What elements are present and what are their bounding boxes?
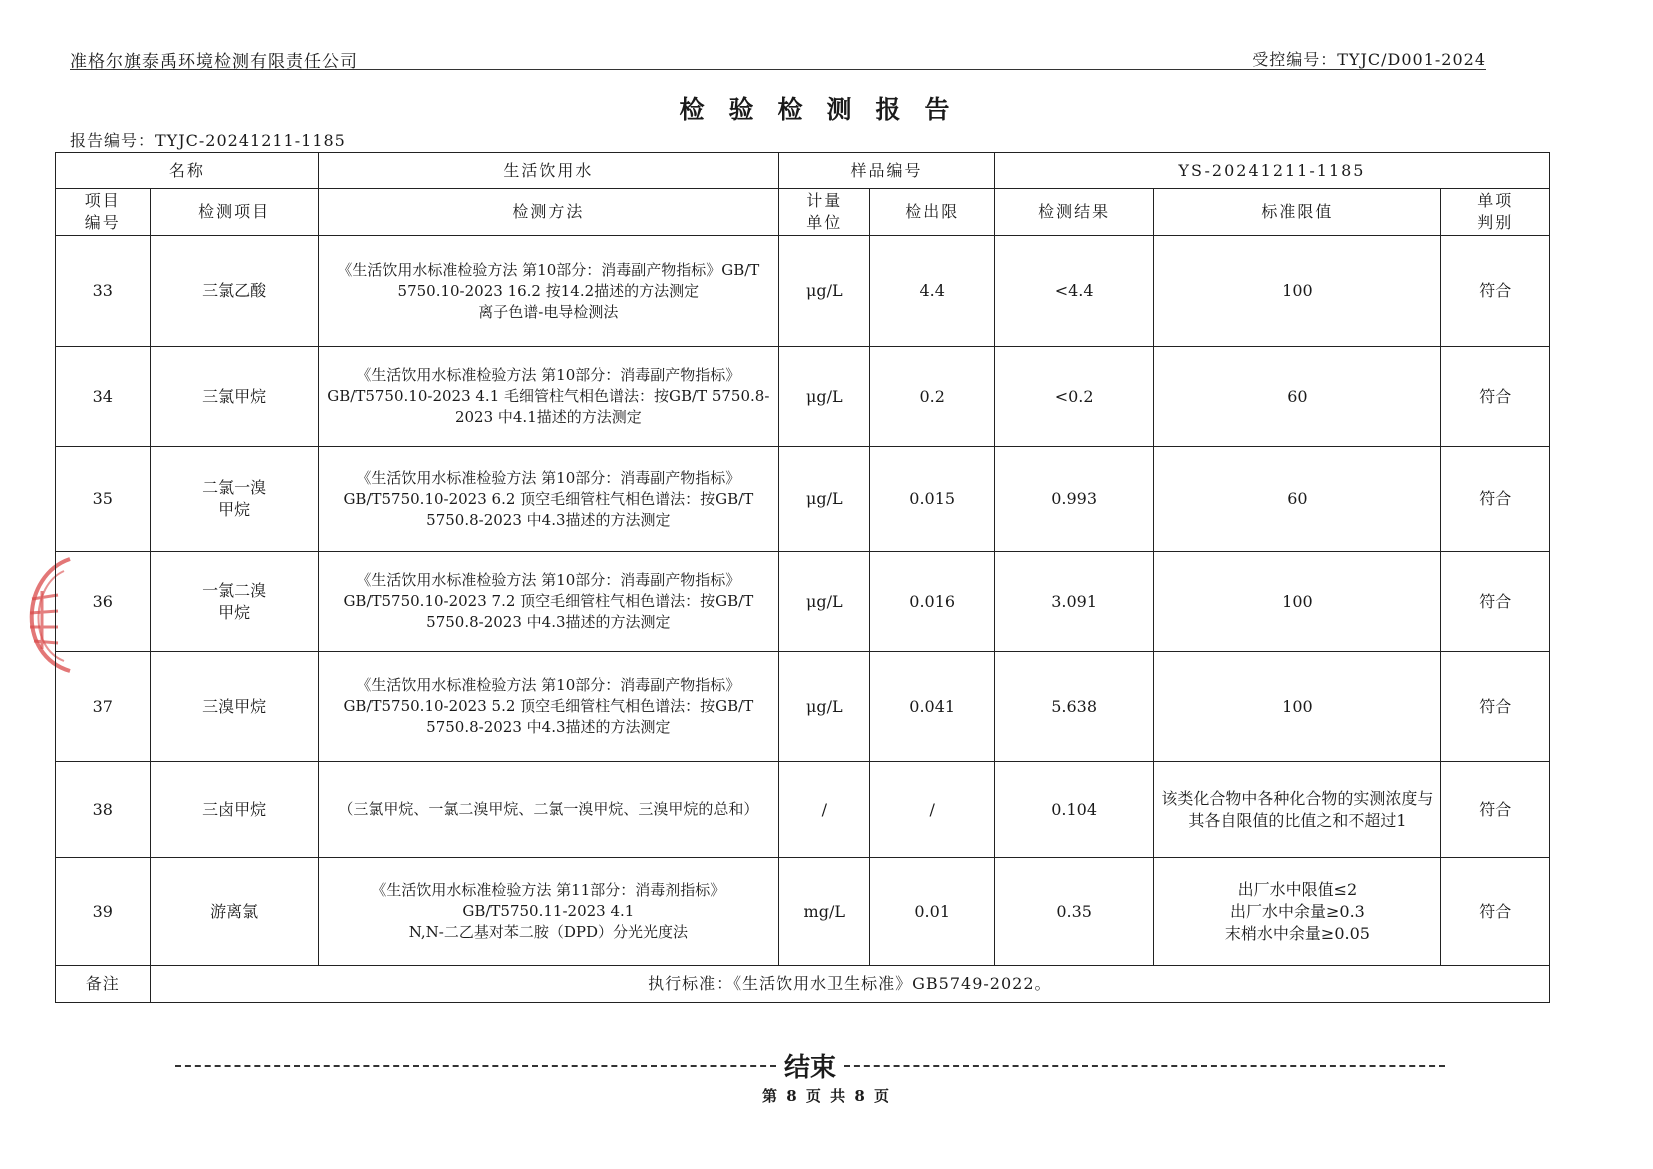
row-judge: 符合 xyxy=(1441,858,1550,966)
sample-info-row xyxy=(56,153,1550,189)
row-item-name: 游离氯 xyxy=(150,858,318,966)
row-item-no: 36 xyxy=(56,552,151,652)
row-method: 《生活饮用水标准检验方法 第10部分：消毒副产物指标》GB/T5750.10-2023 7.2 顶空毛细管柱气相色谱法：按GB/T 5750.8-2023 中4.3描述的方法测定 xyxy=(318,552,778,652)
row-standard: 100 xyxy=(1154,652,1441,762)
end-marker xyxy=(175,1047,1445,1084)
row-unit: μg/L xyxy=(779,236,870,347)
table-row xyxy=(56,447,1550,552)
row-item-no: 38 xyxy=(56,762,151,858)
row-limit: 0.2 xyxy=(870,347,994,447)
row-limit: 0.041 xyxy=(870,652,994,762)
row-item-no: 37 xyxy=(56,652,151,762)
row-limit: / xyxy=(870,762,994,858)
row-item-no: 39 xyxy=(56,858,151,966)
table-row xyxy=(56,762,1550,858)
row-method: 《生活饮用水标准检验方法 第10部分：消毒副产物指标》GB/T5750.10-2023 4.1 毛细管柱气相色谱法：按GB/T 5750.8-2023 中4.1描述的方法测定 xyxy=(318,347,778,447)
table-row xyxy=(56,858,1550,966)
sample-id-label: 样品编号 xyxy=(779,153,995,189)
report-title: 检验检测报告 xyxy=(679,95,974,124)
row-method: 《生活饮用水标准检验方法 第11部分：消毒剂指标》 GB/T5750.11-2023 4.1 N,N-二乙基对苯二胺（DPD）分光光度法 xyxy=(318,858,778,966)
note-label: 备注 xyxy=(56,966,151,1003)
row-judge: 符合 xyxy=(1441,447,1550,552)
note-row xyxy=(56,966,1550,1003)
col-header-item: 检测项目 xyxy=(150,189,318,236)
row-unit: μg/L xyxy=(779,347,870,447)
row-method: 《生活饮用水标准检验方法 第10部分：消毒副产物指标》GB/T5750.10-2023 5.2 顶空毛细管柱气相色谱法：按GB/T 5750.8-2023 中4.3描述的方法测定 xyxy=(318,652,778,762)
col-header-result: 检测结果 xyxy=(994,189,1153,236)
row-method: 《生活饮用水标准检验方法 第10部分：消毒副产物指标》GB/T5750.10-2023 6.2 顶空毛细管柱气相色谱法：按GB/T 5750.8-2023 中4.3描述的方法测定 xyxy=(318,447,778,552)
header-divider xyxy=(70,69,1486,70)
col-header-unit: 计量 单位 xyxy=(779,189,870,236)
row-unit: μg/L xyxy=(779,447,870,552)
sample-name-label: 名称 xyxy=(56,153,319,189)
row-unit: / xyxy=(779,762,870,858)
row-limit: 4.4 xyxy=(870,236,994,347)
row-result: 0.104 xyxy=(994,762,1153,858)
table-row xyxy=(56,652,1550,762)
sample-name-value: 生活饮用水 xyxy=(318,153,778,189)
row-result: 0.35 xyxy=(994,858,1153,966)
row-item-name: 三卤甲烷 xyxy=(150,762,318,858)
col-header-item-no: 项目 编号 xyxy=(56,189,151,236)
table-row xyxy=(56,347,1550,447)
row-standard: 60 xyxy=(1154,447,1441,552)
row-item-name: 三氯甲烷 xyxy=(150,347,318,447)
end-text: 结束 xyxy=(784,1053,837,1083)
company-name: 准格尔旗泰禹环境检测有限责任公司 xyxy=(70,52,358,72)
row-judge: 符合 xyxy=(1441,652,1550,762)
col-header-judge: 单项 判别 xyxy=(1441,189,1550,236)
column-header-row xyxy=(56,189,1550,236)
row-item-name: 三溴甲烷 xyxy=(150,652,318,762)
row-result: 5.638 xyxy=(994,652,1153,762)
table-row xyxy=(56,236,1550,347)
row-item-no: 35 xyxy=(56,447,151,552)
col-header-method: 检测方法 xyxy=(318,189,778,236)
row-method: 《生活饮用水标准检验方法 第10部分：消毒副产物指标》GB/T 5750.10-2023 16.2 按14.2描述的方法测定 离子色谱-电导检测法 xyxy=(318,236,778,347)
note-text: 执行标准：《生活饮用水卫生标准》GB5749-2022。 xyxy=(150,966,1549,1003)
table-row xyxy=(56,552,1550,652)
row-result: <0.2 xyxy=(994,347,1153,447)
row-judge: 符合 xyxy=(1441,236,1550,347)
row-result: 3.091 xyxy=(994,552,1153,652)
row-unit: μg/L xyxy=(779,552,870,652)
sample-id-value: YS-20241211-1185 xyxy=(994,153,1549,189)
row-standard: 60 xyxy=(1154,347,1441,447)
report-number: 报告编号：TYJC-20241211-1185 xyxy=(70,131,346,150)
row-limit: 0.015 xyxy=(870,447,994,552)
control-number: 受控编号：TYJC/D001-2024 xyxy=(1252,50,1486,69)
row-judge: 符合 xyxy=(1441,552,1550,652)
row-item-name: 一氯二溴 甲烷 xyxy=(150,552,318,652)
report-table xyxy=(55,152,1550,1003)
row-result: <4.4 xyxy=(994,236,1153,347)
row-item-no: 34 xyxy=(56,347,151,447)
col-header-standard: 标准限值 xyxy=(1154,189,1441,236)
row-method: （三氯甲烷、一氯二溴甲烷、二氯一溴甲烷、三溴甲烷的总和） xyxy=(318,762,778,858)
row-judge: 符合 xyxy=(1441,762,1550,858)
row-judge: 符合 xyxy=(1441,347,1550,447)
row-limit: 0.016 xyxy=(870,552,994,652)
end-dash-left xyxy=(175,1065,776,1067)
end-dash-right xyxy=(844,1065,1445,1067)
row-item-name: 二氯一溴 甲烷 xyxy=(150,447,318,552)
row-unit: mg/L xyxy=(779,858,870,966)
row-result: 0.993 xyxy=(994,447,1153,552)
col-header-limit: 检出限 xyxy=(870,189,994,236)
row-limit: 0.01 xyxy=(870,858,994,966)
row-unit: μg/L xyxy=(779,652,870,762)
row-standard: 100 xyxy=(1154,552,1441,652)
row-standard: 出厂水中限值≤2 出厂水中余量≥0.3 末梢水中余量≥0.05 xyxy=(1154,858,1441,966)
row-item-name: 三氯乙酸 xyxy=(150,236,318,347)
row-item-no: 33 xyxy=(56,236,151,347)
page-number: 第 8 页 共 8 页 xyxy=(762,1087,891,1105)
row-standard: 100 xyxy=(1154,236,1441,347)
row-standard: 该类化合物中各种化合物的实测浓度与其各自限值的比值之和不超过1 xyxy=(1154,762,1441,858)
